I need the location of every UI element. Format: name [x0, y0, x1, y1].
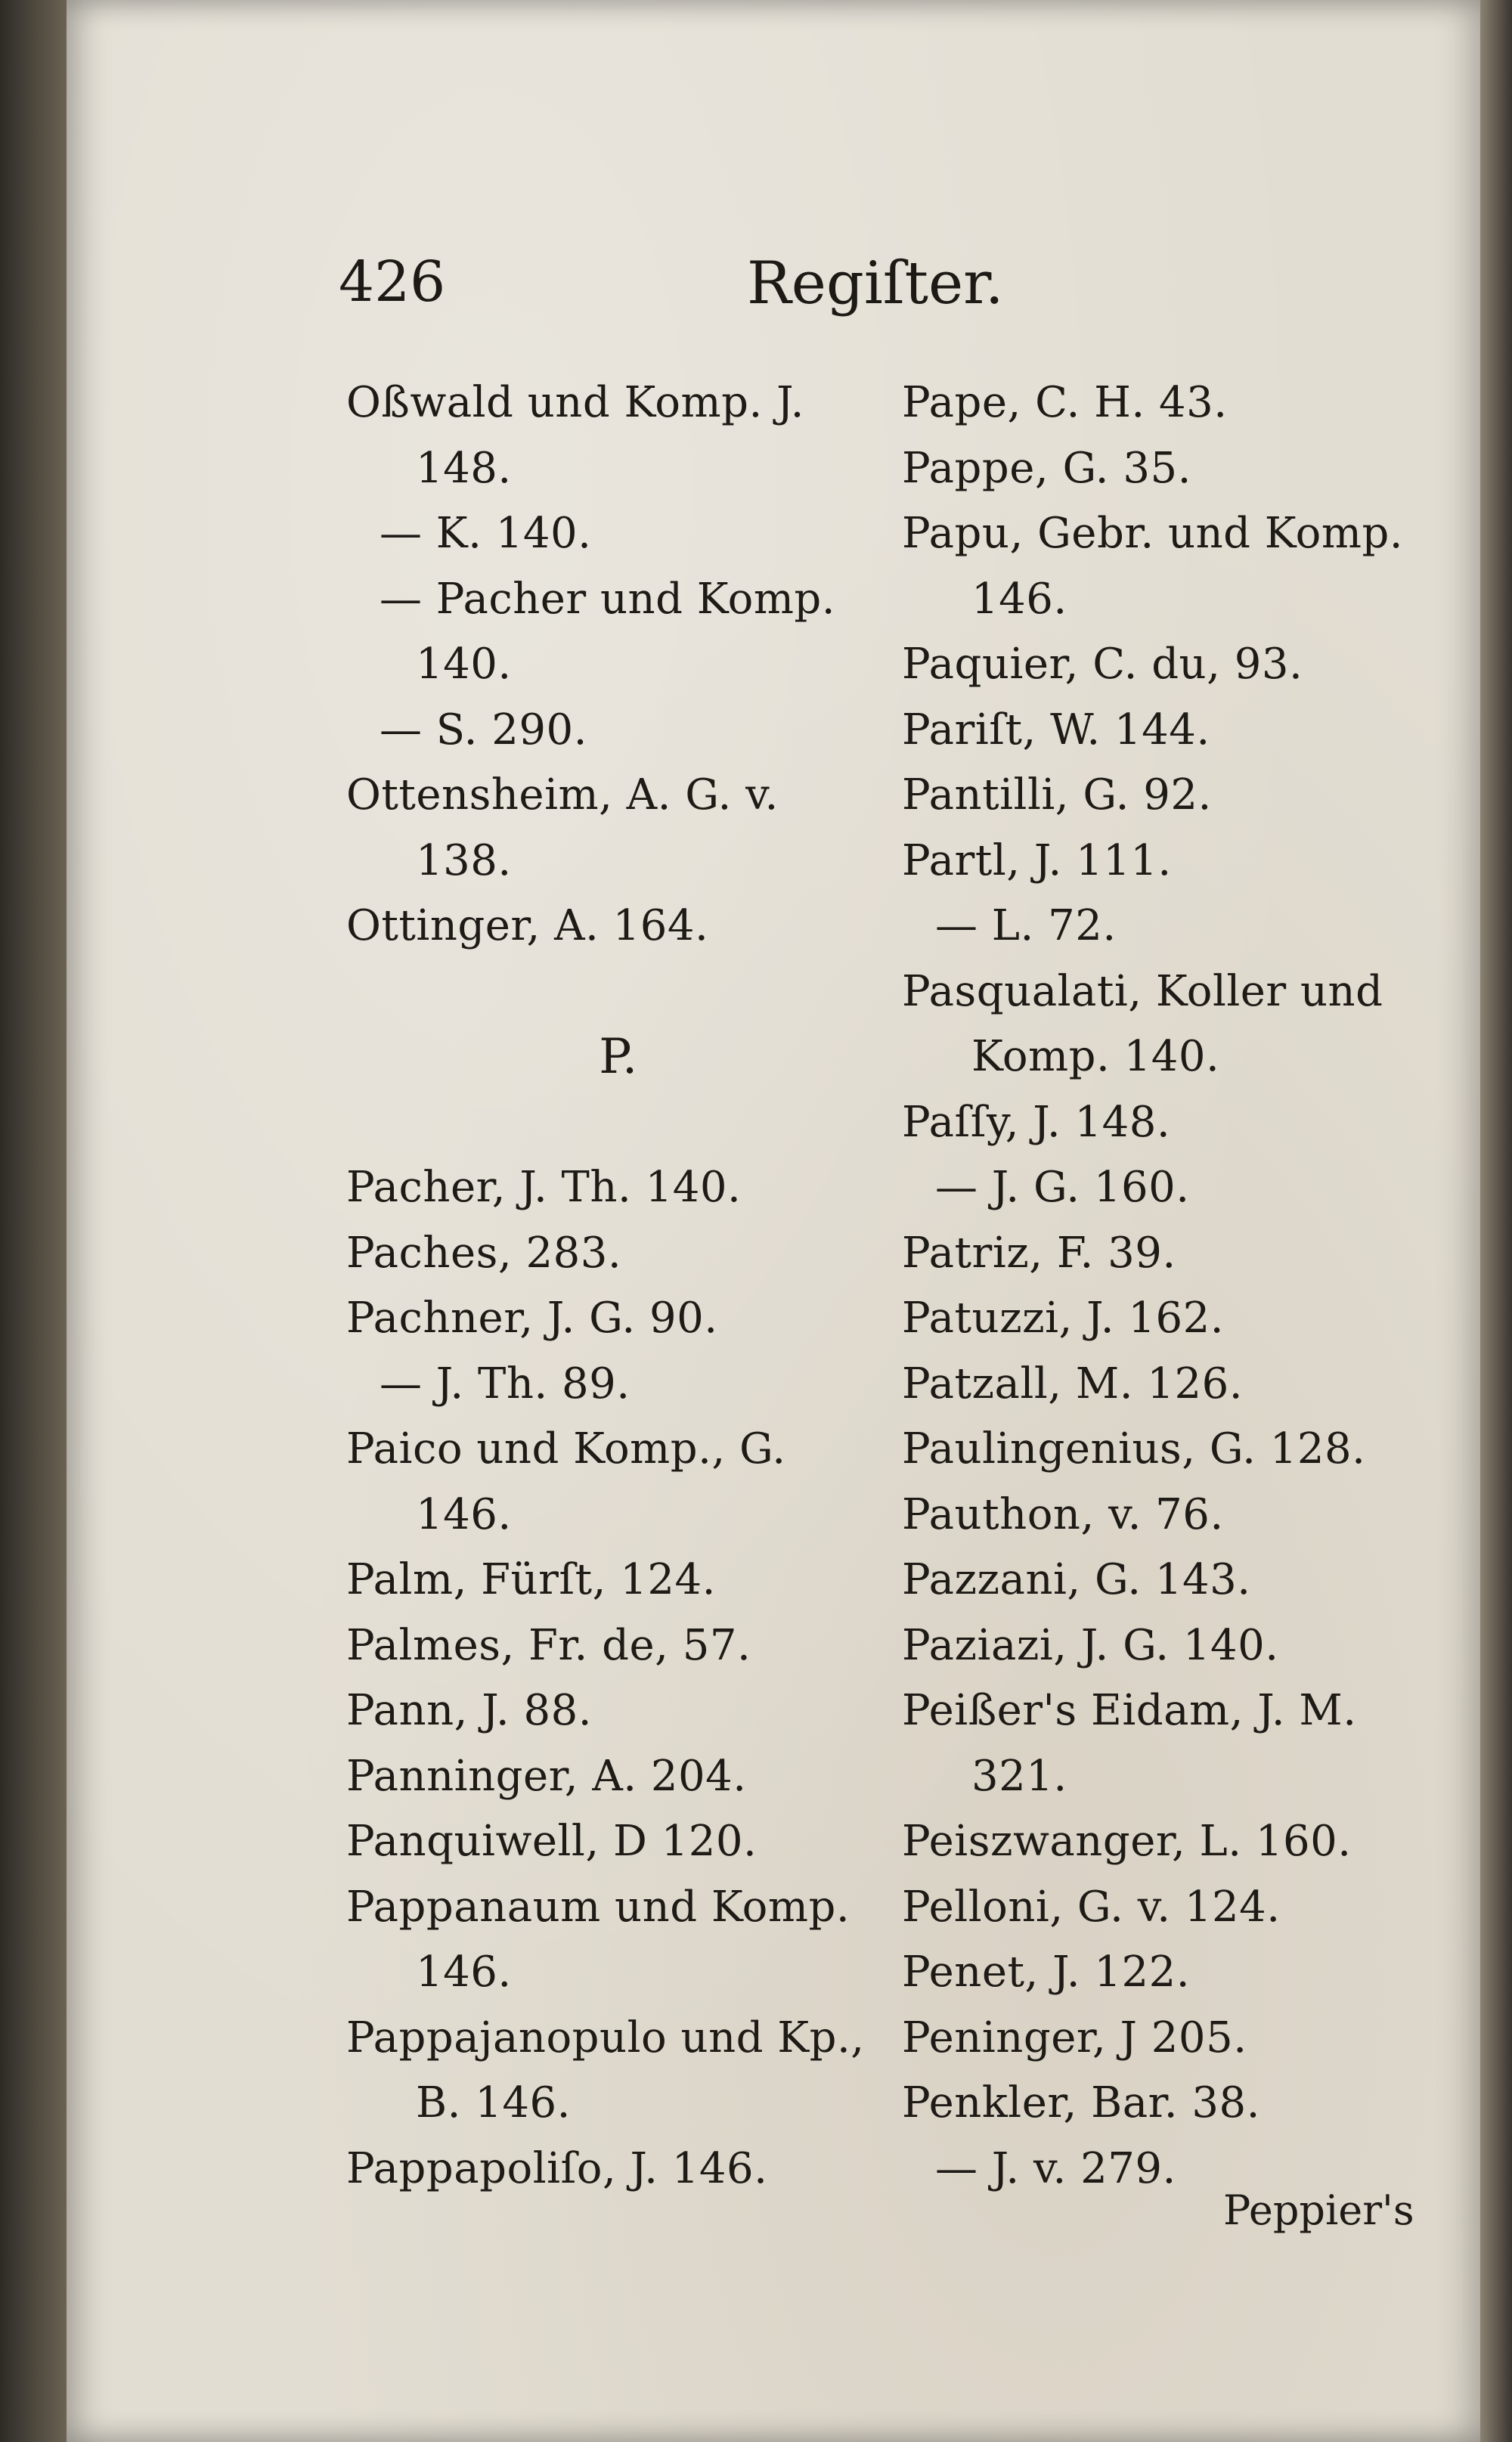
index-entry: Pazzani, G. 143. — [902, 1555, 1251, 1604]
index-entry: Pappajanopulo und Kp., — [346, 2013, 865, 2062]
index-entry: Pann, J. 88. — [346, 1686, 593, 1735]
index-entry: Pape, C. H. 43. — [902, 378, 1228, 427]
index-entry: Komp. 140. — [971, 1032, 1220, 1081]
index-entry: Paches, 283. — [346, 1228, 622, 1278]
index-entry: Penet, J. 122. — [902, 1948, 1191, 1997]
index-entry: Paico und Komp., G. — [346, 1424, 786, 1474]
index-entry: Pelloni, G. v. 124. — [902, 1882, 1281, 1932]
running-title: Regiſter. — [747, 249, 1004, 318]
index-entry: Pachner, J. G. 90. — [346, 1294, 718, 1343]
index-entry: Pappapoliſo, J. 146. — [346, 2143, 768, 2193]
index-entry: Peiszwanger, L. 160. — [902, 1817, 1352, 1866]
index-entry: B. 146. — [416, 2078, 571, 2127]
index-entry: Paquier, C. du, 93. — [902, 640, 1303, 689]
index-entry: 148. — [416, 443, 512, 493]
page-edge — [1480, 0, 1512, 2442]
book-page — [67, 0, 1480, 2442]
index-entry: Partl, J. 111. — [902, 835, 1172, 885]
index-entry: Papu, Gebr. und Komp. — [902, 509, 1404, 558]
index-entry: 146. — [416, 1948, 512, 1997]
index-entry: — L. 72. — [935, 901, 1117, 950]
index-entry: Patzall, M. 126. — [902, 1359, 1243, 1408]
index-entry: — J. Th. 89. — [380, 1359, 631, 1408]
book-gutter — [0, 0, 67, 2442]
index-entry: Pasqualati, Koller und — [902, 966, 1383, 1016]
index-entry: Pauthon, v. 76. — [902, 1489, 1224, 1539]
index-entry: 321. — [971, 1751, 1067, 1801]
index-entry: Oßwald und Komp. J. — [346, 378, 804, 427]
section-letter: P. — [599, 1029, 638, 1085]
index-entry: Pappe, G. 35. — [902, 443, 1191, 493]
index-entry: Ottensheim, A. G. v. — [346, 770, 779, 820]
index-entry: 138. — [416, 835, 512, 885]
index-entry: Penkler, Bar. 38. — [902, 2078, 1260, 2127]
index-entry: Ottinger, A. 164. — [346, 901, 709, 950]
index-column-left — [346, 370, 891, 2202]
index-entry: — J. G. 160. — [935, 1163, 1190, 1212]
index-column-right — [902, 370, 1446, 2202]
index-entry: — S. 290. — [380, 705, 587, 755]
catchword: Peppier's — [1223, 2186, 1414, 2234]
index-entry: Panquiwell, D 120. — [346, 1817, 758, 1866]
index-entry: Patuzzi, J. 162. — [902, 1294, 1225, 1343]
index-entry: Paziazi, J. G. 140. — [902, 1620, 1279, 1670]
index-entry: Paulingenius, G. 128. — [902, 1424, 1366, 1474]
index-entry: 146. — [971, 574, 1067, 624]
index-entry: Palmes, Fr. de, 57. — [346, 1620, 751, 1670]
index-entry: Patriz, F. 39. — [902, 1228, 1176, 1278]
index-entry: — Pacher und Komp. — [380, 574, 836, 624]
index-entry: Pantilli, G. 92. — [902, 770, 1212, 820]
index-entry: Peninger, J 205. — [902, 2013, 1247, 2062]
index-entry: Pacher, J. Th. 140. — [346, 1163, 742, 1212]
page-number: 426 — [339, 249, 446, 315]
index-entry: Panninger, A. 204. — [346, 1751, 747, 1801]
index-entry: Peißer's Eidam, J. M. — [902, 1686, 1357, 1735]
page-header — [67, 249, 1480, 325]
index-entry: Paſſy, J. 148. — [902, 1097, 1171, 1147]
index-entry: Pariſt, W. 144. — [902, 705, 1210, 755]
index-entry: — K. 140. — [380, 509, 592, 558]
index-entry: 140. — [416, 640, 512, 689]
index-entry: Palm, Fürſt, 124. — [346, 1555, 716, 1604]
index-entry: 146. — [416, 1489, 512, 1539]
blank-line — [346, 1090, 891, 1156]
index-entry: Pappanaum und Komp. — [346, 1882, 850, 1932]
blank-line — [346, 959, 891, 1025]
index-entry: — J. v. 279. — [935, 2143, 1176, 2193]
